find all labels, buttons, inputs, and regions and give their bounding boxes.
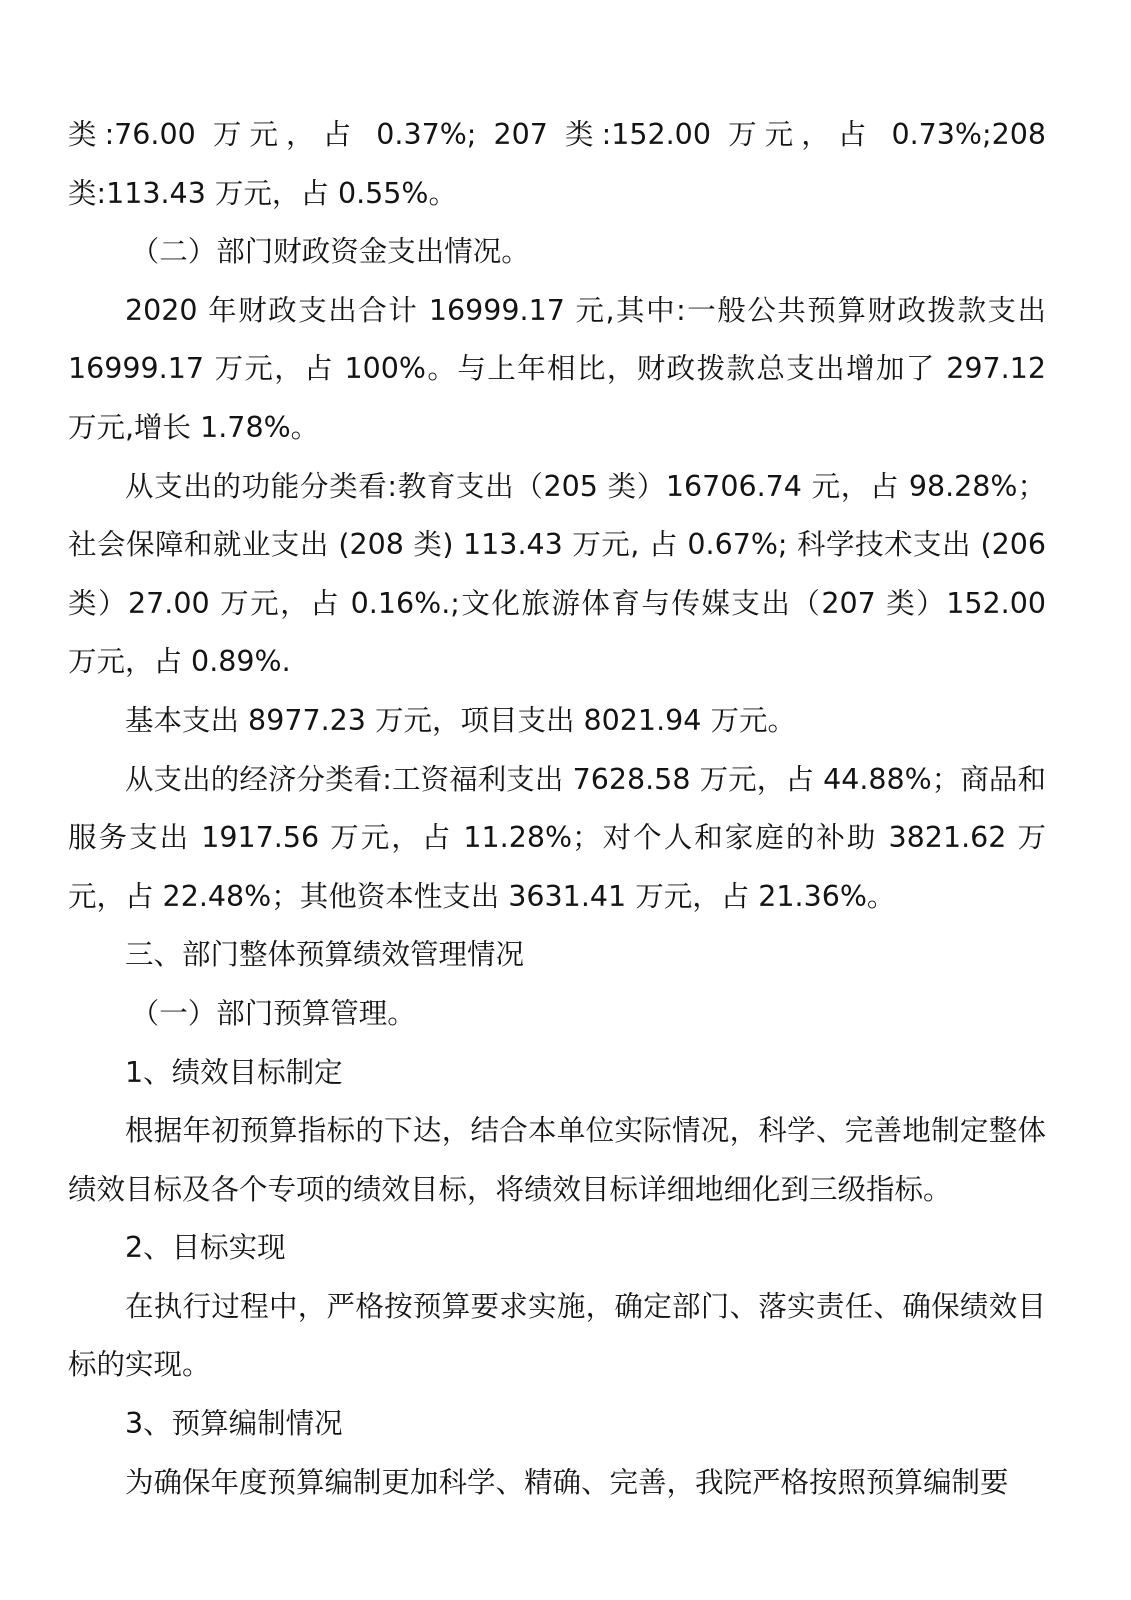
- paragraph-target-achievement: 在执行过程中，严格按预算要求实施，确定部门、落实责任、确保绩效目标的实现。: [68, 1289, 1046, 1382]
- item-heading-target-achievement: 2、目标实现: [125, 1231, 286, 1265]
- paragraph-functional-classification: 从支出的功能分类看:教育支出（205 类）16706.74 元，占 98.28%；社会保障和就业支出 (208 类) 113.43 万元, 占 0.67%; 科学技术支出 (206 类）27.00 万元，占 0.16%.;文化旅游体育与传媒支出（207 类）152.00 万元，占 0.89%.: [68, 469, 1046, 679]
- item-heading-target-setting: 1、绩效目标制定: [125, 1055, 343, 1089]
- section-heading-fiscal-expenditure: （二）部门财政资金支出情况。: [130, 235, 530, 269]
- section-heading-performance-management: 三、部门整体预算绩效管理情况: [125, 938, 525, 972]
- subsection-heading-budget-management: （一）部门预算管理。: [130, 996, 416, 1030]
- paragraph-target-setting: 根据年初预算指标的下达，结合本单位实际情况，科学、完善地制定整体绩效目标及各个专项的绩效目标，将绩效目标详细地细化到三级指标。: [68, 1114, 1046, 1206]
- item-heading-budget-preparation: 3、预算编制情况: [125, 1407, 343, 1441]
- paragraph-category-ratios: 类:76.00 万元，占 0.37%; 207 类:152.00 万元，占 0.73%;208 类:113.43 万元，占 0.55%。: [68, 118, 1046, 210]
- paragraph-economic-classification: 从支出的经济分类看:工资福利支出 7628.58 万元，占 44.88%；商品和服务支出 1917.56 万元，占 11.28%；对个人和家庭的补助 3821.62 万元，占 22.48%；其他资本性支出 3631.41 万元，占 21.36%。: [68, 762, 1046, 913]
- document-body: [68, 106, 1046, 1512]
- paragraph-basic-project-expenditure: 基本支出 8977.23 万元，项目支出 8021.94 万元。: [125, 703, 796, 737]
- paragraph-total-expenditure: 2020 年财政支出合计 16999.17 元,其中:一般公共预算财政拨款支出 16999.17 万元，占 100%。与上年相比，财政拨款总支出增加了 297.12 万元,增长 1.78%。: [68, 293, 1046, 444]
- paragraph-budget-preparation: 为确保年度预算编制更加科学、精确、完善，我院严格按照预算编制要: [125, 1465, 1009, 1499]
